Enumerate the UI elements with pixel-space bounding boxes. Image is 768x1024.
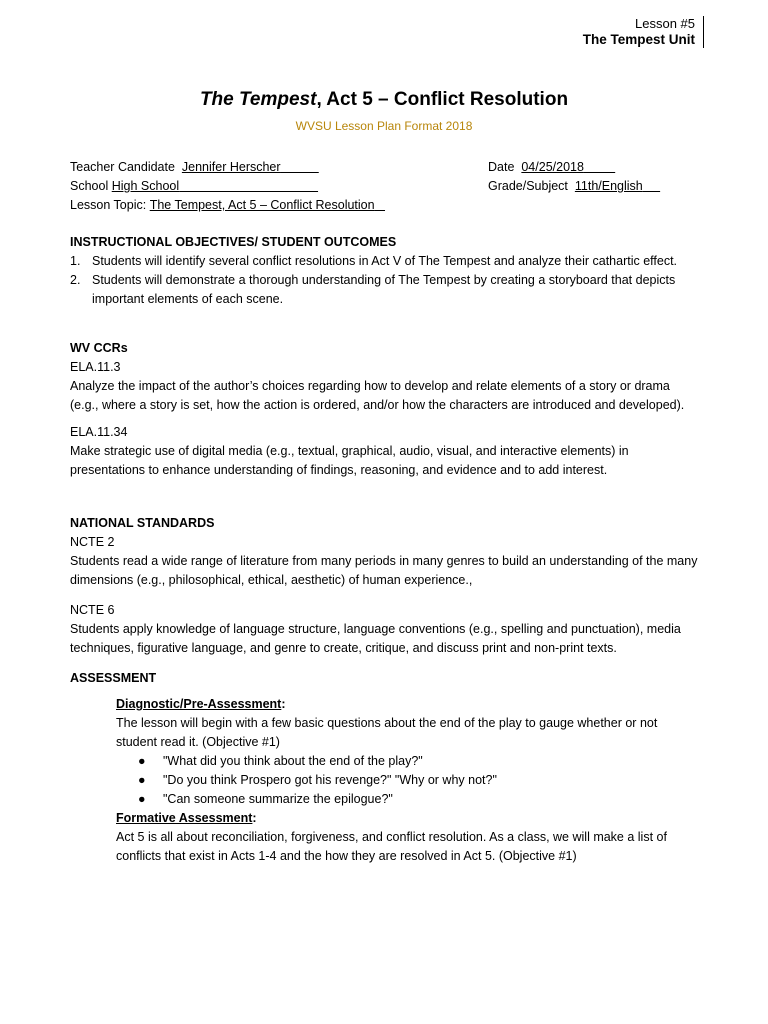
topic-value: The Tempest, Act 5 – Conflict Resolution (149, 198, 375, 212)
school-value: High School (111, 179, 180, 193)
teacher-value: Jennifer Herscher (181, 160, 281, 174)
objective-item (70, 252, 700, 271)
objectives-heading: INSTRUCTIONAL OBJECTIVES/ STUDENT OUTCOMES (70, 235, 397, 249)
document-title (0, 89, 768, 111)
objectives-section (70, 233, 700, 309)
document-subtitle: WVSU Lesson Plan Format 2018 (295, 119, 473, 133)
formative-text: Act 5 is all about reconciliation, forgiveness, and conflict resolution. As a class, we will make a list of conflicts that exist in Acts 1-4 and the how they are resolved in Act 5. (Objective #1) (116, 830, 667, 863)
wvccr-heading: WV CCRs (70, 341, 128, 355)
running-header (583, 16, 704, 48)
wvccr-section (70, 339, 700, 480)
formative-title: Formative Assessment (116, 811, 253, 825)
standard-code: ELA.11.3 (70, 360, 121, 374)
date-field (488, 160, 615, 174)
header-lesson-number: Lesson #5 (635, 16, 695, 31)
bullet-icon: ● (138, 754, 146, 768)
standard-text: Students apply knowledge of language structure, language conventions (e.g., spelling and punctuation), media techniques, figurative language, and genre to create, critique, and discuss print and non-print texts. (70, 622, 681, 655)
list-item: ● "What did you think about the end of the play?" (116, 752, 700, 771)
objective-item (70, 271, 700, 309)
objective-number: 2. (70, 273, 81, 287)
list-item: ● "Can someone summarize the epilogue?" (116, 790, 700, 809)
date-label: Date (488, 160, 515, 174)
standard-text: Analyze the impact of the author’s choices regarding how to develop and relate elements of a story or drama (e.g., where a story is set, how the action is ordered, and/or how the characters are introduced and developed). (70, 379, 685, 412)
school-field (70, 179, 318, 193)
date-value: 04/25/2018 (521, 160, 584, 174)
national-heading: NATIONAL STANDARDS (70, 516, 215, 530)
topic-field (70, 198, 385, 212)
title-rest: , Act 5 – Conflict Resolution (316, 89, 569, 110)
title-italic-part: The Tempest (199, 89, 317, 110)
formative-heading: Formative Assessment: (116, 811, 257, 825)
standard-code: NCTE 6 (70, 603, 115, 617)
bullet-icon: ● (138, 773, 146, 787)
standard-code: ELA.11.34 (70, 425, 128, 439)
objective-number: 1. (70, 254, 81, 268)
grade-label: Grade/Subject (488, 179, 568, 193)
standard-text: Students read a wide range of literature from many periods in many genres to build an understanding of the many dimensions (e.g., philosophical, ethical, aesthetic) of human experience., (70, 554, 698, 587)
diagnostic-title: Diagnostic/Pre-Assessment (116, 697, 282, 711)
list-item: ● "Do you think Prospero got his revenge?" "Why or why not?" (116, 771, 700, 790)
topic-label: Lesson Topic: (70, 198, 147, 212)
bullet-icon: ● (138, 792, 146, 806)
diagnostic-text: The lesson will begin with a few basic questions about the end of the play to gauge whether or not student read it. (Objective #1) (116, 716, 658, 749)
teacher-field (70, 160, 319, 174)
school-label: School (70, 179, 109, 193)
grade-value: 11th/English (574, 179, 643, 193)
objective-text: Students will demonstrate a thorough understanding of The Tempest by creating a storyboard that depicts important elements of each scene. (92, 273, 676, 306)
assessment-section (70, 669, 700, 866)
standard-text: Make strategic use of digital media (e.g., textual, graphical, audio, visual, and interactive elements) in presentations to enhance understanding of findings, reasoning, and evidence and to add interest. (70, 444, 629, 477)
header-unit-name: The Tempest Unit (582, 32, 695, 47)
national-standards-section (70, 514, 700, 658)
assessment-heading: ASSESSMENT (70, 671, 157, 685)
grade-field (488, 179, 660, 193)
objective-text: Students will identify several conflict resolutions in Act V of The Tempest and analyze their cathartic effect. (92, 254, 678, 268)
diagnostic-heading: Diagnostic/Pre-Assessment: (116, 697, 286, 711)
teacher-label: Teacher Candidate (70, 160, 175, 174)
standard-code: NCTE 2 (70, 535, 115, 549)
